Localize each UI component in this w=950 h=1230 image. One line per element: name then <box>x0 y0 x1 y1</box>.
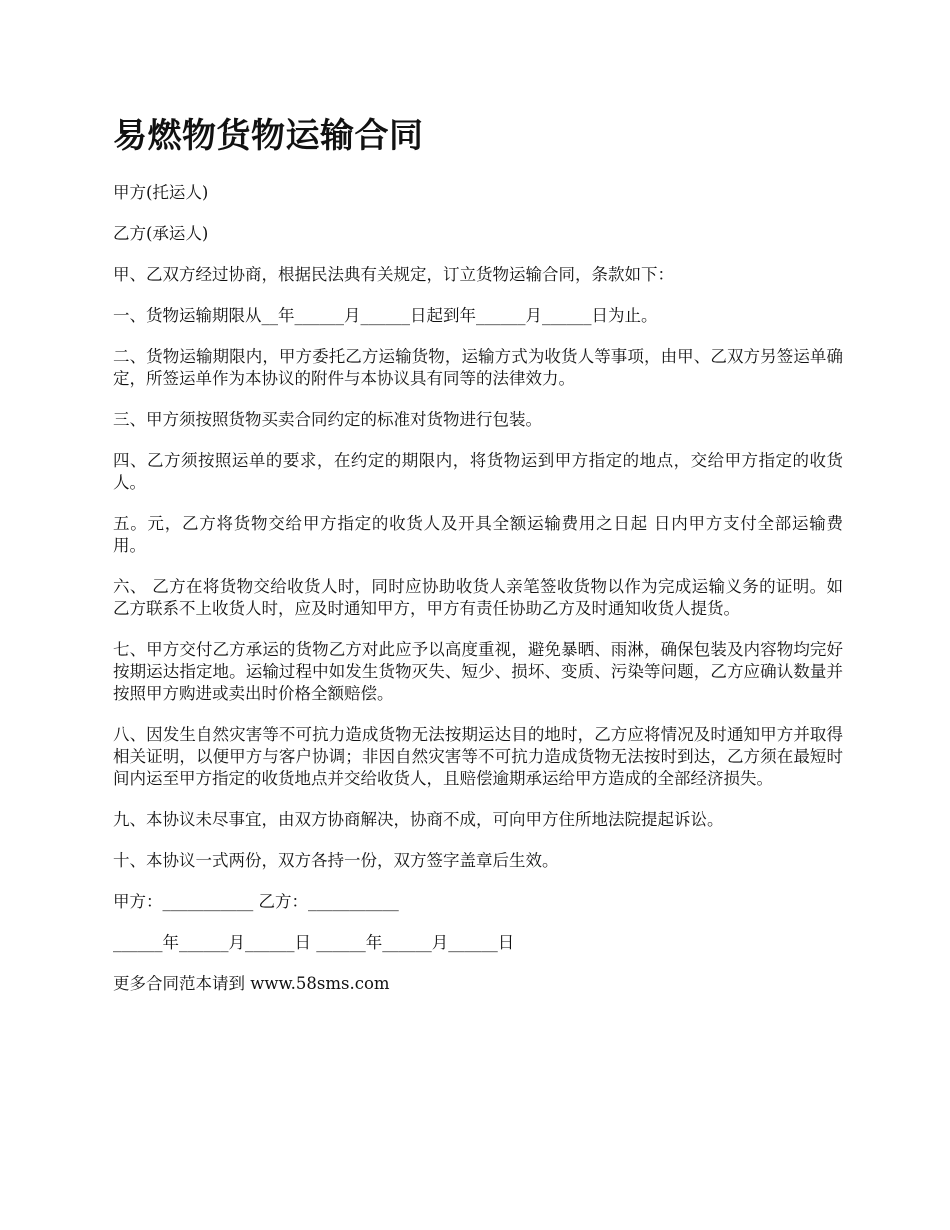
signature-line: 甲方：___________ 乙方：___________ <box>113 892 399 911</box>
date-line: ______年______月______日 ______年______月______日 <box>113 933 515 952</box>
party-a-line: 甲方(托运人) <box>113 183 209 202</box>
clause-6: 六、 乙方在将货物交给收货人时，同时应协助收货人亲笔签收货物以作为完成运输义务的证明。如乙方联系不上收货人时，应及时通知甲方，甲方有责任协助乙方及时通知收货人提货。 <box>113 577 843 618</box>
party-b-line: 乙方(承运人) <box>113 224 209 243</box>
clause-10: 十、本协议一式两份，双方各持一份，双方签字盖章后生效。 <box>113 851 559 870</box>
footer-note: 更多合同范本请到 www.58sms.com <box>113 974 390 993</box>
clause-9: 九、本协议未尽事宜，由双方协商解决，协商不成，可向甲方住所地法院提起诉讼。 <box>113 810 724 829</box>
clause-1: 一、货物运输期限从__年______月______日起到年______月______日为止。 <box>113 306 658 325</box>
document-page <box>113 112 843 1014</box>
clause-2: 二、货物运输期限内，甲方委托乙方运输货物，运输方式为收货人等事项，由甲、乙双方另签运单确定，所签运单作为本协议的附件与本协议具有同等的法律效力。 <box>113 347 843 388</box>
clause-4: 四、乙方须按照运单的要求，在约定的期限内，将货物运到甲方指定的地点，交给甲方指定的收货人。 <box>113 451 843 492</box>
clause-8: 八、因发生自然灾害等不可抗力造成货物无法按期运达目的地时，乙方应将情况及时通知甲方并取得相关证明，以便甲方与客户协调；非因自然灾害等不可抗力造成货物无法按时到达，乙方须在最短时间内运至甲方指定的收货地点并交给收货人，且赔偿逾期承运给甲方造成的全部经济损失。 <box>113 725 843 788</box>
clause-5: 五。元，乙方将货物交给甲方指定的收货人及开具全额运输费用之日起 日内甲方支付全部运输费用。 <box>113 514 843 555</box>
clause-3: 三、甲方须按照货物买卖合同约定的标准对货物进行包装。 <box>113 410 542 429</box>
document-title: 易燃物货物运输合同 <box>113 116 424 156</box>
preamble-paragraph: 甲、乙双方经过协商，根据民法典有关规定，订立货物运输合同，条款如下： <box>113 265 674 284</box>
clause-7: 七、甲方交付乙方承运的货物乙方对此应予以高度重视，避免暴晒、雨淋，确保包装及内容物均完好按期运达指定地。运输过程中如发生货物灭失、短少、损坏、变质、污染等问题，乙方应确认数量并按照甲方购进或卖出时价格全额赔偿。 <box>113 640 843 703</box>
